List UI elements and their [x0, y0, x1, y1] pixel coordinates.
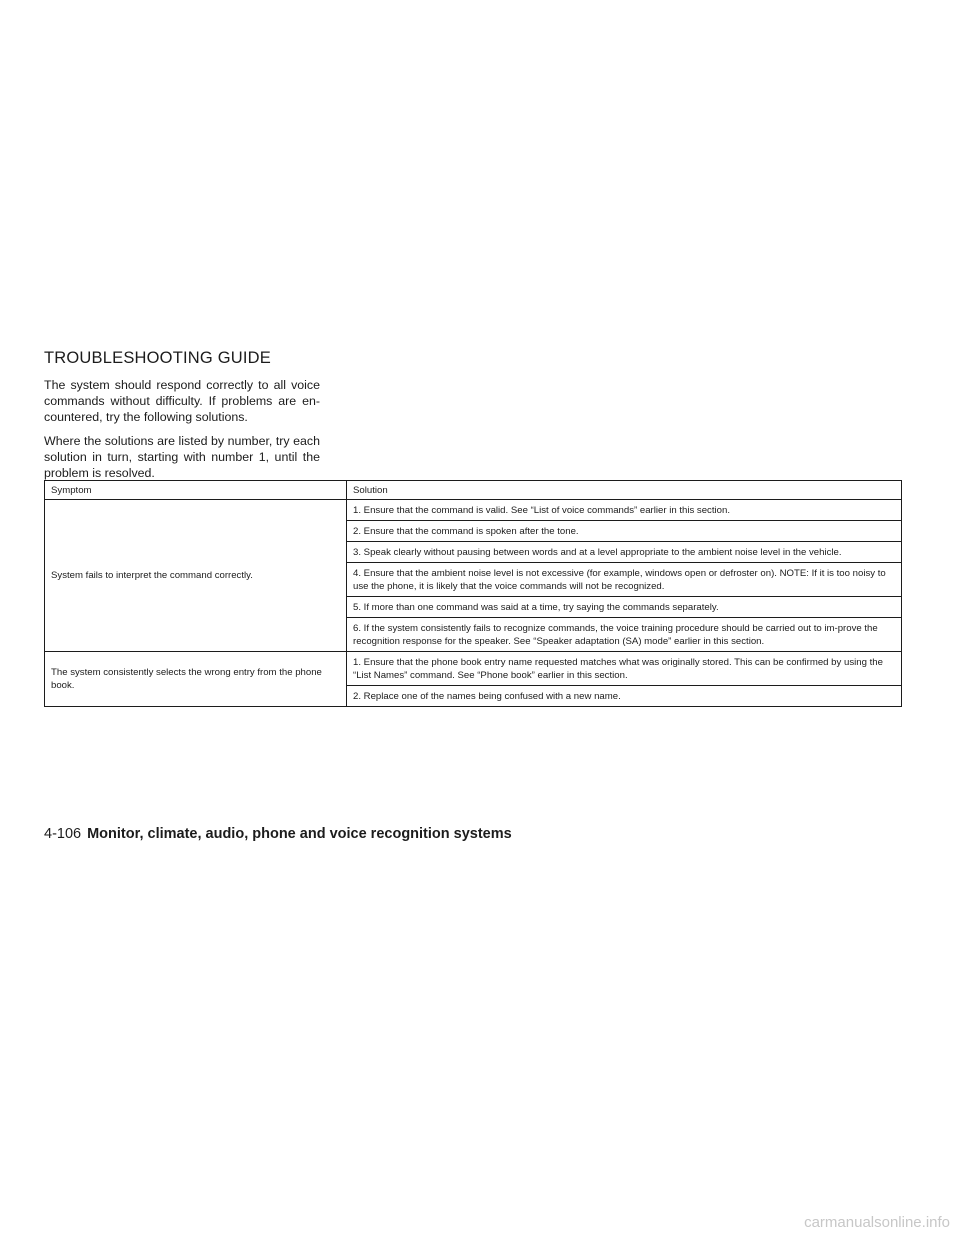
page-title: TROUBLESHOOTING GUIDE	[44, 349, 271, 367]
solution-cell: 2. Replace one of the names being confused with a new name.	[347, 686, 902, 707]
table-row	[45, 652, 902, 686]
intro-text	[44, 377, 320, 489]
page-footer	[44, 826, 512, 842]
solution-cell: 1. Ensure that the phone book entry name requested matches what was originally stored. This can be confirmed by using the “List Names” command. See “Phone book” earlier in this section.	[347, 652, 902, 686]
symptom-cell: The system consistently selects the wrong entry from the phone book.	[45, 652, 347, 707]
symptom-header: Symptom	[45, 481, 347, 500]
footer-section-title: Monitor, climate, audio, phone and voice recognition systems	[87, 826, 512, 842]
solution-cell: 4. Ensure that the ambient noise level is not excessive (for example, windows open or defroster on). NOTE: If it is too noisy to use the phone, it is likely that the voice commands will not be recognized.	[347, 563, 902, 597]
troubleshooting-table	[44, 480, 902, 707]
page-number: 4-106	[44, 826, 82, 842]
watermark: carmanualsonline.info	[804, 1214, 950, 1231]
table-header-row	[45, 481, 902, 500]
table-row	[45, 500, 902, 521]
solution-cell: 5. If more than one command was said at a time, try saying the commands separately.	[347, 597, 902, 618]
symptom-cell: System fails to interpret the command correctly.	[45, 500, 347, 652]
intro-paragraph: Where the solutions are listed by number, try each solution in turn, starting with number 1, until the problem is resolved.	[44, 434, 320, 480]
solution-header: Solution	[347, 481, 902, 500]
intro-paragraph: The system should respond correctly to all voice commands without difficulty. If problems are en-countered, try the following solutions.	[44, 378, 320, 424]
solution-cell: 3. Speak clearly without pausing between words and at a level appropriate to the ambient noise level in the vehicle.	[347, 542, 902, 563]
solution-cell: 1. Ensure that the command is valid. See “List of voice commands” earlier in this section.	[347, 500, 902, 521]
solution-cell: 2. Ensure that the command is spoken after the tone.	[347, 521, 902, 542]
solution-cell: 6. If the system consistently fails to recognize commands, the voice training procedure should be carried out to im-prove the recognition response for the speaker. See “Speaker adaptation (SA) mode” earlier in this section.	[347, 618, 902, 652]
